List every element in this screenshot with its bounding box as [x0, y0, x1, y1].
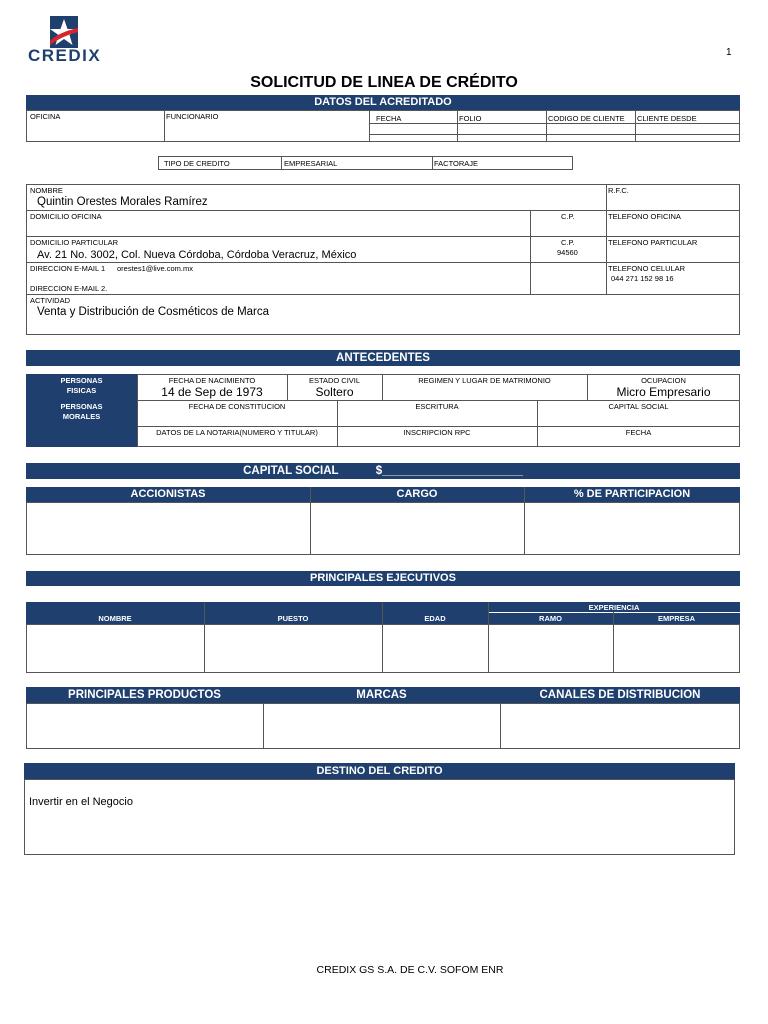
actividad-value[interactable]: Venta y Distribución de Cosméticos de Marca: [37, 306, 270, 318]
nombre-value[interactable]: Quintin Orestes Morales Ramírez: [37, 196, 208, 208]
productos-header-label: PRINCIPALES PRODUCTOS: [68, 689, 221, 701]
cargo-header-label: CARGO: [396, 488, 438, 500]
cp-particular-value[interactable]: 94560: [557, 248, 578, 257]
regimen-label: REGIMEN Y LUGAR DE MATRIMONIO: [418, 376, 551, 385]
credix-star-icon: [26, 14, 106, 50]
nombre-header-label: NOMBRE: [98, 614, 132, 623]
brand-text: CREDIX: [28, 46, 102, 65]
accionistas-header-label: ACCIONISTAS: [130, 488, 206, 500]
rfc-label: R.F.C.: [608, 186, 629, 195]
ramo-header-label: RAMO: [539, 614, 562, 623]
oficina-label: OFICINA: [30, 112, 61, 121]
section-bar-ejecutivos: [26, 571, 740, 586]
section-title-ejecutivos: PRINCIPALES EJECUTIVOS: [310, 572, 456, 584]
fecha-label: FECHA: [376, 114, 402, 123]
empresa-header-label: EMPRESA: [657, 614, 696, 623]
funcionario-label: FUNCIONARIO: [166, 112, 219, 121]
puesto-header-label: PUESTO: [277, 614, 309, 623]
section-bar-capital: [26, 463, 740, 479]
tipo-factoraje-option[interactable]: FACTORAJE: [434, 159, 479, 168]
cp-particular-label: C.P.: [561, 238, 575, 247]
notaria-label: DATOS DE LA NOTARIA(NUMERO Y TITULAR): [156, 428, 318, 437]
fecha-morales-label: FECHA: [625, 428, 652, 437]
telefono-celular-value[interactable]: 044 271 152 98 16: [611, 274, 674, 283]
destino-box: [24, 779, 735, 855]
estado-civil-value[interactable]: Soltero: [315, 385, 354, 399]
capital-social-label: CAPITAL SOCIAL: [608, 402, 669, 411]
page-number: 1: [726, 47, 732, 58]
personas-morales-label-1: PERSONAS: [60, 402, 103, 411]
email2-label: DIRECCION E-MAIL 2.: [30, 284, 108, 293]
productos-table: [26, 703, 740, 749]
fecha-nacimiento-label: FECHA DE NACIMIENTO: [168, 376, 256, 385]
cliente-desde-label: CLIENTE DESDE: [637, 114, 697, 123]
email1-value[interactable]: orestes1@live.com.mx: [117, 264, 193, 273]
canales-header-label: CANALES DE DISTRIBUCION: [539, 689, 701, 701]
destino-value[interactable]: Invertir en el Negocio: [29, 796, 133, 808]
email1-label: DIRECCION E-MAIL 1: [30, 264, 106, 273]
escritura-label: ESCRITURA: [415, 402, 459, 411]
experiencia-header-label: EXPERIENCIA: [588, 603, 640, 612]
codigo-cliente-label: CODIGO DE CLIENTE: [548, 114, 625, 123]
section-title-destino: DESTINO DEL CREDITO: [316, 765, 443, 777]
section-title-capital: CAPITAL SOCIAL: [243, 465, 339, 477]
edad-header-label: EDAD: [424, 614, 446, 623]
section-title-antecedentes: ANTECEDENTES: [336, 352, 430, 364]
ejecutivos-table: [26, 624, 740, 673]
cp-oficina-label: C.P.: [561, 212, 575, 221]
personas-morales-label-2: MORALES: [62, 412, 101, 421]
participacion-header-label: % DE PARTICIPACION: [573, 488, 691, 500]
domicilio-particular-value[interactable]: Av. 21 No. 3002, Col. Nueva Córdoba, Córdoba Veracruz, México: [37, 249, 357, 261]
telefono-particular-label: TELEFONO PARTICULAR: [608, 238, 698, 247]
footer-text: CREDIX GS S.A. DE C.V. SOFOM ENR: [316, 964, 504, 976]
folio-label: FOLIO: [459, 114, 482, 123]
inscripcion-label: INSCRIPCION RPC: [403, 428, 471, 437]
section-bar-destino: [24, 763, 735, 779]
personas-fisicas-label-1: PERSONAS: [60, 376, 103, 385]
brand-name: [28, 46, 101, 66]
ocupacion-label: OCUPACION: [641, 376, 686, 385]
telefono-oficina-label: TELEFONO OFICINA: [608, 212, 681, 221]
section-bar-antecedentes: [26, 350, 740, 366]
ocupacion-value[interactable]: Micro Empresario: [616, 385, 711, 399]
capital-amount-field[interactable]: $______________________: [375, 465, 523, 477]
accionistas-table: [26, 502, 740, 555]
tipo-credito-label: TIPO DE CREDITO: [164, 159, 230, 168]
section-bar-acreditado: [26, 95, 740, 110]
nombre-label: NOMBRE: [30, 186, 63, 195]
marcas-header-label: MARCAS: [356, 689, 407, 701]
domicilio-particular-label: DOMICILIO PARTICULAR: [30, 238, 119, 247]
fecha-constitucion-label: FECHA DE CONSTITUCION: [188, 402, 286, 411]
telefono-celular-label: TELEFONO CELULAR: [608, 264, 686, 273]
estado-civil-label: ESTADO CIVIL: [308, 376, 361, 385]
section-title-acreditado: DATOS DEL ACREDITADO: [314, 96, 452, 108]
tipo-empresarial-option[interactable]: EMPRESARIAL: [284, 159, 338, 168]
page-title: SOLICITUD DE LINEA DE CRÉDITO: [250, 74, 518, 91]
actividad-label: ACTIVIDAD: [30, 296, 71, 305]
personas-fisicas-label-2: FISICAS: [66, 386, 97, 395]
credix-logo: [26, 14, 106, 66]
domicilio-oficina-label: DOMICILIO OFICINA: [30, 212, 102, 221]
fecha-nacimiento-value[interactable]: 14 de Sep de 1973: [161, 385, 263, 399]
